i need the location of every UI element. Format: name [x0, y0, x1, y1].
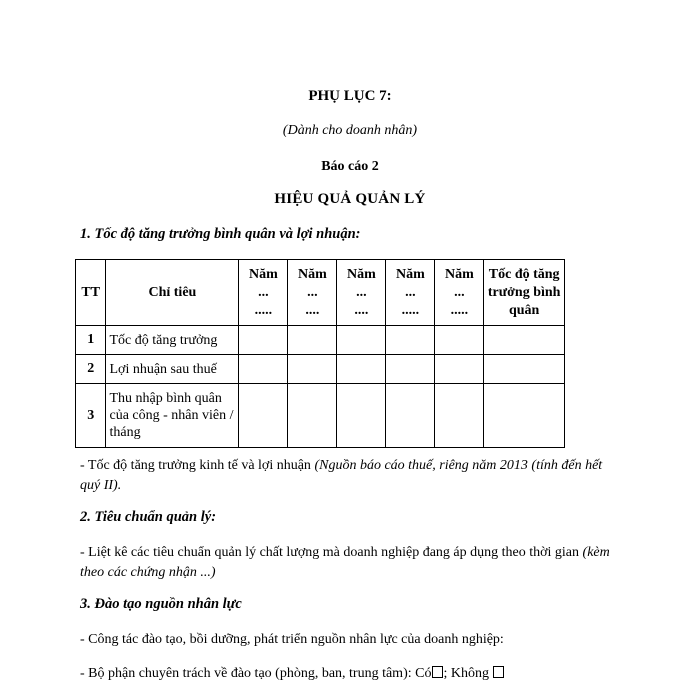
- header-year-3: [337, 260, 386, 326]
- standards-note: (kèm theo các chứng nhận ...): [80, 545, 610, 580]
- row-label: Thu nhập bình quân của công - nhân viên / tháng: [106, 384, 239, 448]
- row-number: 2: [76, 355, 106, 384]
- header-year-2-line2: ....: [305, 302, 320, 318]
- table-cell: [288, 326, 337, 355]
- table-row: [76, 326, 565, 355]
- section-1-note: [80, 456, 625, 496]
- note-source: (Nguồn báo cáo thuế, riêng năm 2013 (tính đến hết quý II).: [80, 458, 603, 493]
- section-3-heading: 3. Đào tạo nguồn nhân lực: [80, 596, 242, 612]
- section-2-paragraph: [80, 543, 625, 583]
- table-header-row: [76, 260, 565, 326]
- header-year-4-line2: .....: [401, 302, 420, 318]
- department-text: - Bộ phận chuyên trách về đào tạo (phòng, ban, trung tâm): Có: [80, 666, 432, 681]
- table-cell: [435, 326, 484, 355]
- row-number: 3: [76, 384, 106, 448]
- table-cell: [337, 384, 386, 448]
- header-growth: Tốc độ tăng trưởng bình quân: [484, 260, 565, 326]
- header-year-2: [288, 260, 337, 326]
- growth-profit-table: [75, 259, 565, 448]
- header-year-5: [435, 260, 484, 326]
- row-label: Lợi nhuận sau thuế: [106, 355, 239, 384]
- header-year-2-line1: Năm ...: [297, 266, 327, 300]
- header-year-4: [386, 260, 435, 326]
- header-year-1: [239, 260, 288, 326]
- table-cell: [484, 355, 565, 384]
- header-year-3-line2: ....: [354, 302, 369, 318]
- yes-checkbox[interactable]: [432, 666, 443, 678]
- row-number: 1: [76, 326, 106, 355]
- table-cell: [435, 355, 484, 384]
- note-text: - Tốc độ tăng trưởng kinh tế và lợi nhuận: [80, 458, 315, 473]
- table-row: [76, 384, 565, 448]
- main-title: HIỆU QUẢ QUẢN LÝ: [274, 191, 426, 207]
- table-cell: [484, 384, 565, 448]
- table-cell: [239, 384, 288, 448]
- table-cell: [386, 326, 435, 355]
- section-2-heading: 2. Tiêu chuẩn quản lý:: [80, 509, 217, 525]
- table-cell: [239, 355, 288, 384]
- table-cell: [386, 355, 435, 384]
- report-title: Báo cáo 2: [321, 159, 379, 174]
- row-label: Tốc độ tăng trưởng: [106, 326, 239, 355]
- table-cell: [484, 326, 565, 355]
- table-cell: [239, 326, 288, 355]
- training-line: - Công tác đào tạo, bồi dưỡng, phát triển nguồn nhân lực của doanh nghiệp:: [80, 632, 504, 647]
- table-cell: [386, 384, 435, 448]
- table-cell: [288, 355, 337, 384]
- no-checkbox[interactable]: [493, 666, 504, 678]
- table-cell: [337, 326, 386, 355]
- appendix-title: PHỤ LỤC 7:: [308, 88, 392, 104]
- appendix-subtitle: (Dành cho doanh nhân): [282, 123, 418, 138]
- training-department-line: [80, 664, 625, 684]
- header-year-1-line2: .....: [254, 302, 273, 318]
- table-cell: [337, 355, 386, 384]
- table-cell: [435, 384, 484, 448]
- header-year-5-line1: Năm ...: [444, 266, 474, 300]
- table-cell: [288, 384, 337, 448]
- table-row: [76, 355, 565, 384]
- header-year-5-line2: .....: [450, 302, 469, 318]
- header-year-1-line1: Năm ...: [248, 266, 278, 300]
- standards-text: - Liệt kê các tiêu chuẩn quản lý chất lượng mà doanh nghiệp đang áp dụng theo thời gian: [80, 545, 583, 560]
- header-year-4-line1: Năm ...: [395, 266, 425, 300]
- header-tt: TT: [76, 260, 106, 326]
- header-year-3-line1: Năm ...: [346, 266, 376, 300]
- separator-text: ; Không: [443, 666, 493, 681]
- header-indicator: Chỉ tiêu: [106, 260, 239, 326]
- section-1-heading: 1. Tốc độ tăng trưởng bình quân và lợi nhuận:: [80, 226, 361, 242]
